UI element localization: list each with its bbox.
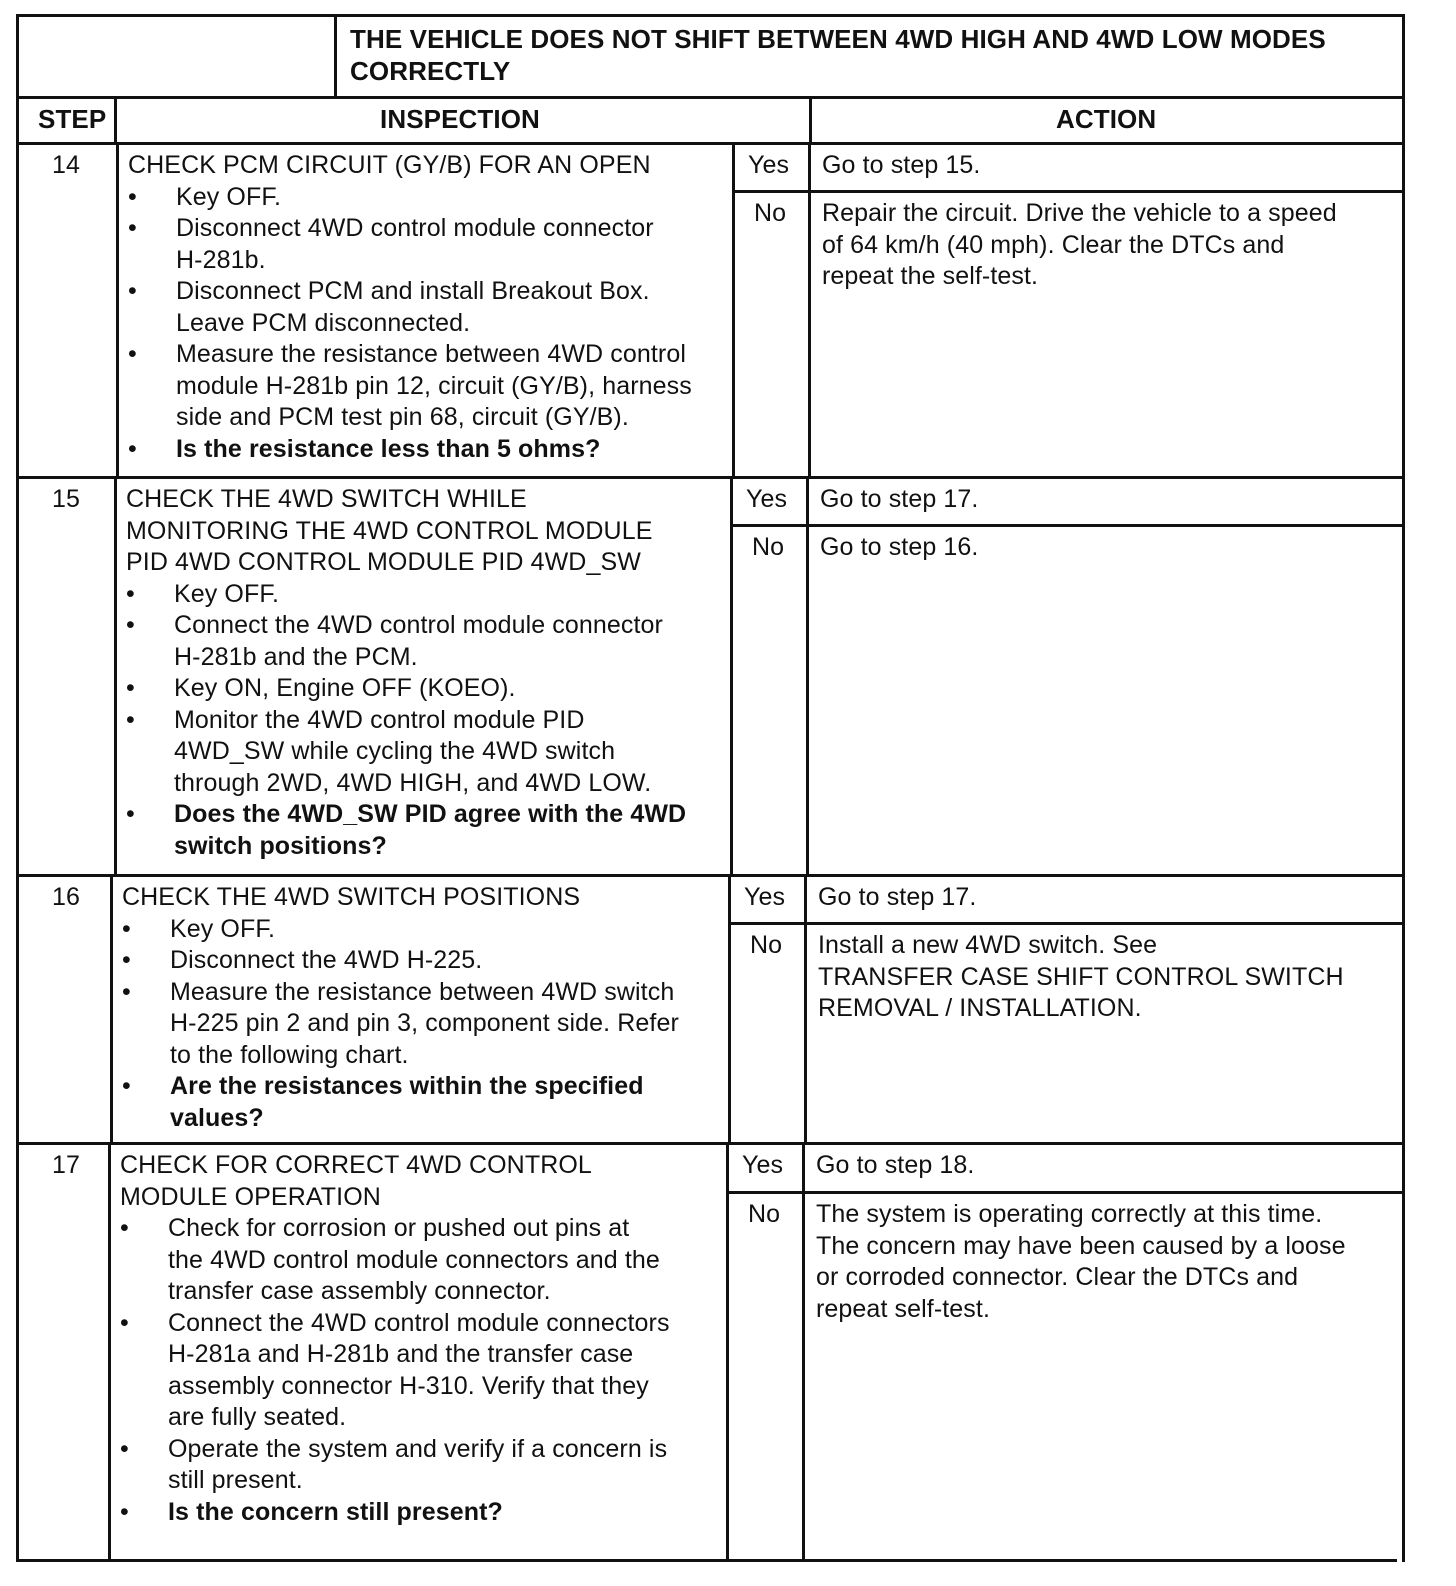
bullet-text-line: 4WD_SW while cycling the 4WD switch	[174, 737, 616, 765]
table-border-right	[1402, 14, 1405, 1562]
page-title: THE VEHICLE DOES NOT SHIFT BETWEEN 4WD HIGH AND 4WD LOW MODES CORRECTLY	[350, 24, 1326, 86]
yes-action-line: Go to step 17.	[820, 485, 979, 513]
bullet-text-line: still present.	[168, 1466, 303, 1494]
bullet-dot: •	[126, 579, 135, 608]
yes-action-line: Go to step 15.	[822, 151, 981, 179]
bullet-text-line: are fully seated.	[168, 1403, 347, 1431]
header-line	[16, 96, 1405, 99]
col-header-step: STEP	[38, 104, 107, 134]
bullet-text-line: module H-281b pin 12, circuit (GY/B), harness	[176, 371, 692, 400]
yes-no-divider	[730, 524, 1405, 527]
bullet-text-line: transfer case assembly connector.	[168, 1277, 551, 1305]
yes-label: Yes	[746, 485, 788, 513]
yes-label: Yes	[742, 1151, 784, 1179]
bullet-text-line: side and PCM test pin 68, circuit (GY/B).	[176, 403, 629, 431]
inspection-col-divider	[728, 874, 731, 1145]
no-action-line: repeat self-test.	[816, 1294, 991, 1323]
bullet-text-line: Connect the 4WD control module connector	[174, 611, 663, 639]
no-action-line: Install a new 4WD switch. See	[818, 931, 1158, 959]
bullet-text-line: Disconnect 4WD control module connector	[176, 214, 654, 242]
bullet-dot: •	[128, 277, 137, 305]
bullet-text-line: Monitor the 4WD control module PID	[174, 705, 585, 734]
yes-action-line: Go to step 17.	[818, 883, 977, 911]
col-divider-action	[809, 96, 812, 144]
bullet-dot: •	[126, 674, 135, 702]
bullet-dot: •	[120, 1308, 129, 1337]
step-number: 16	[52, 883, 81, 911]
step-number: 15	[52, 485, 81, 513]
col-header-line	[16, 142, 1405, 145]
no-action-line: repeat the self-test.	[822, 262, 1039, 290]
bullet-text-line: H-281b and the PCM.	[174, 642, 418, 671]
no-action-line: or corroded connector. Clear the DTCs and	[816, 1263, 1299, 1291]
bullet-dot: •	[126, 800, 135, 828]
bullet-text-line: assembly connector H-310. Verify that they	[168, 1371, 649, 1400]
bullet-text-line: Disconnect the 4WD H-225.	[170, 946, 483, 974]
bullet-text-line: Measure the resistance between 4WD control	[176, 340, 686, 368]
col-header-inspection: INSPECTION	[380, 104, 540, 134]
no-label: No	[752, 533, 785, 561]
row-divider	[16, 1142, 1405, 1145]
step-col-divider	[110, 874, 113, 1145]
inspection-col-divider	[730, 476, 733, 877]
step-title-line: PID 4WD CONTROL MODULE PID 4WD_SW	[126, 548, 641, 576]
no-action-line: The concern may have been caused by a loose	[816, 1231, 1346, 1260]
bullet-text-line: values?	[170, 1103, 264, 1132]
step-col-divider	[116, 142, 119, 479]
title-divider	[334, 14, 337, 98]
bullet-text-line: Key OFF.	[176, 182, 281, 211]
bullet-text-line: Check for corrosion or pushed out pins at	[168, 1214, 630, 1242]
bullet-text-line: Operate the system and verify if a concern is	[168, 1434, 668, 1463]
no-action-line: TRANSFER CASE SHIFT CONTROL SWITCH	[818, 962, 1344, 991]
diagnostic-table	[16, 14, 1405, 1562]
bullet-text-line: Is the resistance less than 5 ohms?	[176, 434, 601, 463]
step-number: 17	[52, 1151, 81, 1179]
no-action-line: The system is operating correctly at this time.	[816, 1200, 1323, 1228]
step-col-divider	[108, 1142, 111, 1562]
bullet-text-line: Key OFF.	[174, 579, 279, 608]
table-border-left	[16, 14, 19, 1562]
col-header-action: ACTION	[1056, 104, 1157, 134]
bullet-dot: •	[120, 1434, 129, 1463]
table-border-top	[16, 14, 1405, 17]
yes-no-divider	[726, 1191, 1405, 1194]
row-divider	[16, 476, 1405, 479]
yes-no-divider	[728, 922, 1405, 925]
bullet-dot: •	[120, 1214, 129, 1242]
bullet-text-line: the 4WD control module connectors and the	[168, 1245, 660, 1274]
bullet-text-line: through 2WD, 4WD HIGH, and 4WD LOW.	[174, 768, 652, 797]
yes-action-line: Go to step 18.	[816, 1151, 975, 1179]
col-divider-step	[114, 96, 117, 144]
bullet-text-line: Key OFF.	[170, 914, 275, 943]
no-label: No	[750, 931, 783, 959]
step-number: 14	[52, 151, 81, 179]
bullet-dot: •	[122, 946, 131, 974]
bullet-text-line: Connect the 4WD control module connectors	[168, 1308, 670, 1337]
bullet-dot: •	[126, 611, 135, 639]
yes-no-divider	[732, 190, 1405, 193]
no-label: No	[754, 199, 787, 227]
bullet-text-line: H-281b.	[176, 245, 266, 274]
no-action-line: of 64 km/h (40 mph). Clear the DTCs and	[822, 230, 1285, 259]
yes-label: Yes	[748, 151, 790, 179]
bullet-dot: •	[122, 977, 131, 1006]
step-title-line: CHECK THE 4WD SWITCH POSITIONS	[122, 883, 581, 911]
bullet-dot: •	[126, 705, 135, 734]
step-title-line: CHECK THE 4WD SWITCH WHILE	[126, 485, 527, 513]
bullet-text-line: H-225 pin 2 and pin 3, component side. Refer	[170, 1009, 679, 1037]
step-title-line: CHECK FOR CORRECT 4WD CONTROL	[120, 1151, 592, 1179]
no-action-line: Repair the circuit. Drive the vehicle to a speed	[822, 199, 1337, 227]
answer-col-divider	[804, 874, 807, 1145]
bullet-text-line: switch positions?	[174, 831, 387, 860]
bullet-dot: •	[122, 1072, 131, 1100]
bullet-dot: •	[128, 214, 137, 242]
step-title-line: CHECK PCM CIRCUIT (GY/B) FOR AN OPEN	[128, 151, 651, 179]
bullet-text-line: to the following chart.	[170, 1040, 409, 1069]
bullet-dot: •	[128, 340, 137, 368]
bullet-text-line: Key ON, Engine OFF (KOEO).	[174, 674, 516, 702]
bullet-dot: •	[128, 434, 137, 463]
bullet-dot: •	[122, 914, 131, 943]
yes-label: Yes	[744, 883, 786, 911]
bullet-text-line: Measure the resistance between 4WD switch	[170, 977, 675, 1006]
no-action-line: REMOVAL / INSTALLATION.	[818, 994, 1142, 1022]
step-title-line: MONITORING THE 4WD CONTROL MODULE	[126, 516, 653, 545]
inspection-col-divider	[726, 1142, 729, 1562]
step-col-divider	[114, 476, 117, 877]
bullet-dot: •	[128, 182, 137, 211]
bullet-text-line: Disconnect PCM and install Breakout Box.	[176, 277, 650, 305]
bullet-text-line: H-281a and H-281b and the transfer case	[168, 1340, 634, 1368]
no-action-line: Go to step 16.	[820, 533, 979, 561]
no-label: No	[748, 1200, 781, 1228]
answer-col-divider	[806, 476, 809, 877]
bullet-text-line: Does the 4WD_SW PID agree with the 4WD	[174, 800, 687, 828]
answer-col-divider	[802, 1142, 805, 1562]
bullet-dot: •	[120, 1497, 129, 1526]
row-divider	[16, 874, 1405, 877]
bullet-text-line: Leave PCM disconnected.	[176, 308, 471, 337]
step-title-line: MODULE OPERATION	[120, 1182, 381, 1211]
bullet-text-line: Is the concern still present?	[168, 1497, 503, 1526]
bullet-text-line: Are the resistances within the specified	[170, 1072, 644, 1100]
table-border-bottom	[16, 1559, 1397, 1562]
